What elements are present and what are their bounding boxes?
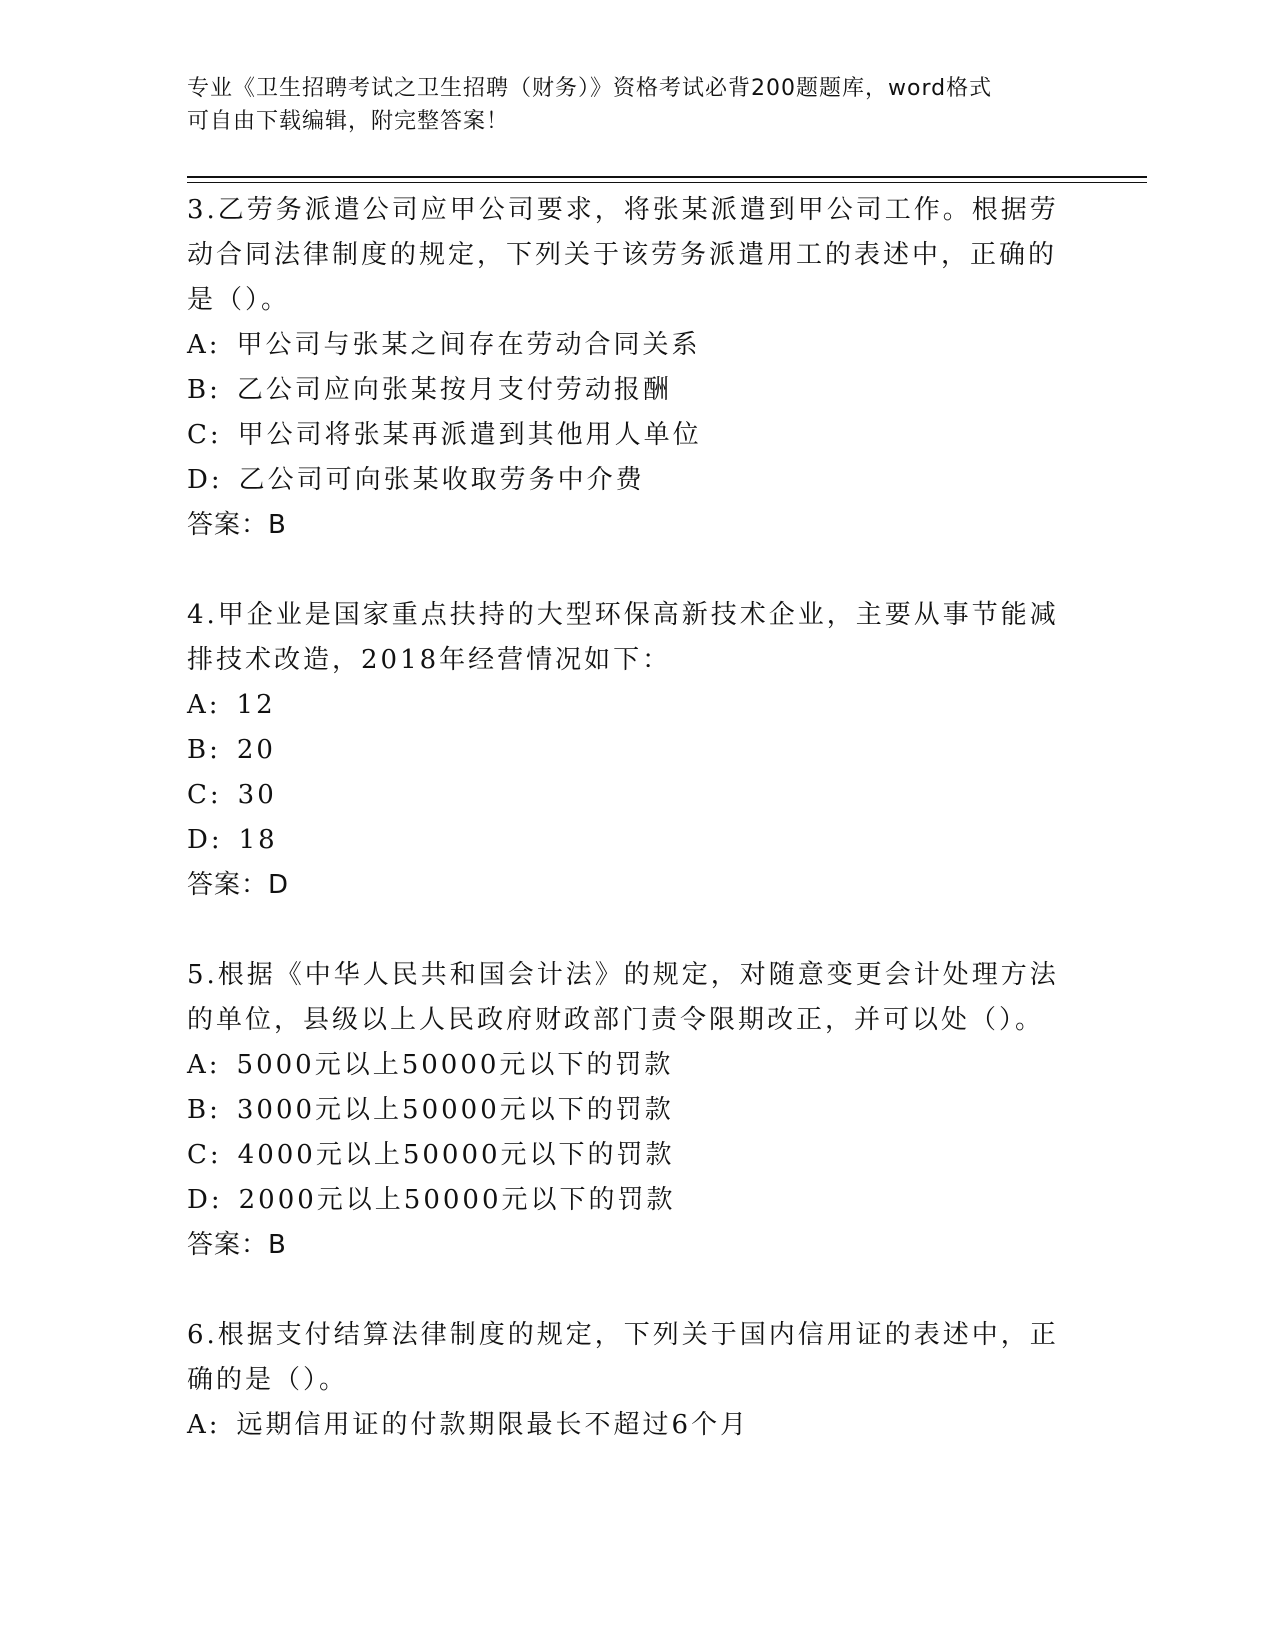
option-d — [187, 458, 1087, 503]
document-header — [187, 72, 1087, 138]
option-b — [187, 1088, 1087, 1133]
option-text: 18 — [238, 825, 278, 855]
option-letter: D: — [187, 1185, 223, 1215]
option-b — [187, 728, 1087, 773]
option-b — [187, 368, 1087, 413]
option-letter: B: — [187, 735, 221, 765]
option-text: 12 — [236, 690, 276, 720]
question-stem-line: 5.根据《中华人民共和国会计法》的规定，对随意变更会计处理方法 — [187, 960, 1059, 990]
option-text: 乙公司应向张某按月支付劳动报酬 — [236, 375, 672, 405]
question-stem — [187, 953, 1087, 1043]
option-letter: D: — [187, 465, 223, 495]
option-c — [187, 1133, 1087, 1178]
option-letter: D: — [187, 825, 223, 855]
option-c — [187, 413, 1087, 458]
question-stem-line: 确的是（）。 — [187, 1365, 349, 1395]
question-stem-line: 动合同法律制度的规定，下列关于该劳务派遣用工的表述中，正确的 — [187, 240, 1058, 270]
option-letter: A: — [187, 690, 221, 720]
option-c — [187, 773, 1087, 818]
option-text: 2000元以上50000元以下的罚款 — [238, 1185, 676, 1215]
question-stem-line: 的单位，县级以上人民政府财政部门责令限期改正，并可以处（）。 — [187, 1005, 1045, 1035]
option-text: 远期信用证的付款期限最长不超过6个月 — [236, 1410, 750, 1440]
question-list — [187, 188, 1087, 1493]
option-text: 乙公司可向张某收取劳务中介费 — [238, 465, 645, 495]
option-letter: C: — [187, 1140, 222, 1170]
option-text: 甲公司将张某再派遣到其他用人单位 — [237, 420, 702, 450]
question-stem-line: 排技术改造，2018年经营情况如下： — [187, 645, 672, 675]
option-text: 5000元以上50000元以下的罚款 — [236, 1050, 674, 1080]
question-4 — [187, 593, 1087, 908]
question-stem-line: 4.甲企业是国家重点扶持的大型环保高新技术企业，主要从事节能减 — [187, 600, 1059, 630]
option-letter: A: — [187, 1410, 221, 1440]
option-a — [187, 323, 1087, 368]
question-3 — [187, 188, 1087, 548]
option-letter: C: — [187, 780, 222, 810]
question-stem-line: 3.乙劳务派遣公司应甲公司要求，将张某派遣到甲公司工作。根据劳 — [187, 195, 1059, 225]
option-text: 20 — [236, 735, 276, 765]
question-5 — [187, 953, 1087, 1268]
answer-line: 答案：D — [187, 870, 290, 900]
question-stem-line: 是（）。 — [187, 285, 291, 315]
option-d — [187, 1178, 1087, 1223]
header-line-2: 可自由下载编辑，附完整答案！ — [187, 109, 510, 134]
option-a — [187, 683, 1087, 728]
option-letter: B: — [187, 1095, 221, 1125]
header-divider-thick — [187, 176, 1147, 178]
option-a — [187, 1043, 1087, 1088]
option-text: 30 — [237, 780, 277, 810]
header-line-1: 专业《卫生招聘考试之卫生招聘（财务）》资格考试必背200题题库，word格式 — [187, 76, 993, 101]
answer-line: 答案：B — [187, 510, 287, 540]
question-6 — [187, 1313, 1087, 1448]
option-letter: A: — [187, 330, 221, 360]
option-text: 4000元以上50000元以下的罚款 — [237, 1140, 675, 1170]
option-letter: B: — [187, 375, 221, 405]
option-letter: A: — [187, 1050, 221, 1080]
question-stem — [187, 1313, 1087, 1403]
header-divider-thin — [187, 182, 1147, 183]
option-letter: C: — [187, 420, 222, 450]
option-text: 甲公司与张某之间存在劳动合同关系 — [236, 330, 701, 360]
question-stem-line: 6.根据支付结算法律制度的规定，下列关于国内信用证的表述中，正 — [187, 1320, 1059, 1350]
option-a — [187, 1403, 1087, 1448]
option-d — [187, 818, 1087, 863]
question-stem — [187, 593, 1087, 683]
question-stem — [187, 188, 1087, 323]
option-text: 3000元以上50000元以下的罚款 — [236, 1095, 674, 1125]
answer-line: 答案：B — [187, 1230, 287, 1260]
